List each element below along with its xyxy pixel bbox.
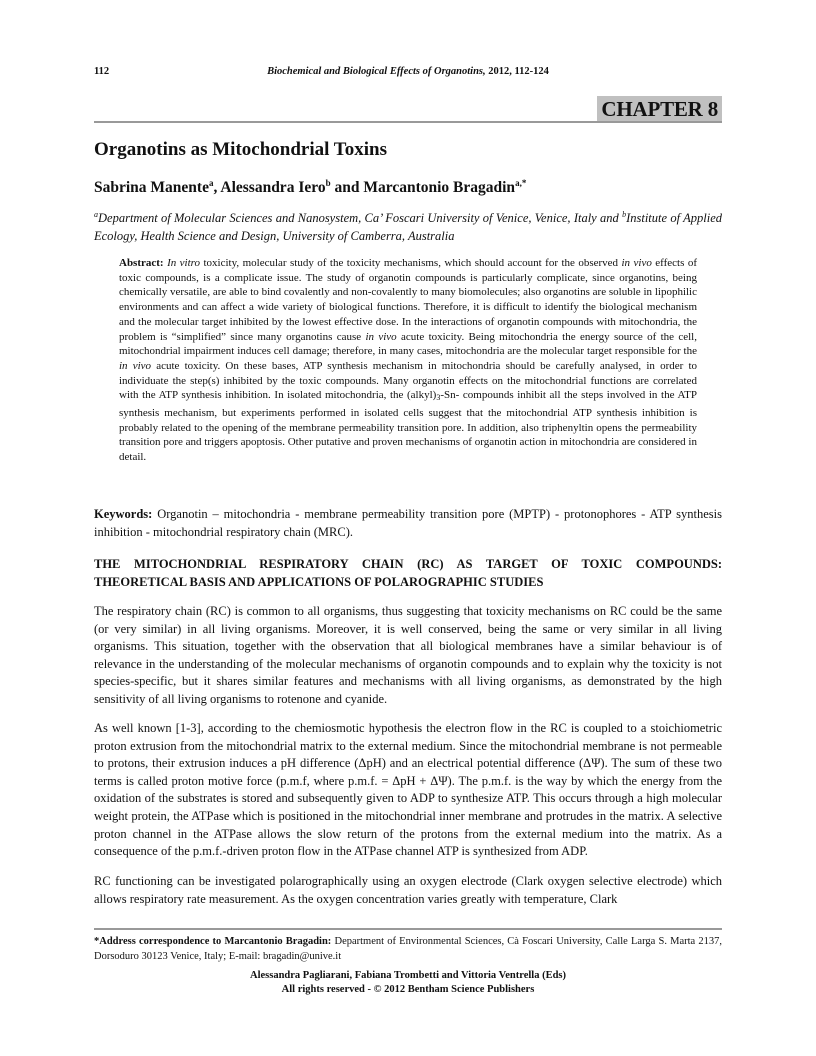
journal-title: Biochemical and Biological Effects of Organotins,: [267, 66, 486, 77]
keywords-text: Organotin – mitochondria - membrane permeability transition pore (MPTP) - protonophores - ATP synthesis inhibition - mitochondrial respiratory chain (MRC).: [94, 507, 722, 539]
copyright-line: All rights reserved - © 2012 Bentham Science Publishers: [281, 984, 535, 995]
author-affiliation-mark: b: [325, 178, 331, 188]
author-name: Alessandra Iero: [220, 179, 326, 196]
footnote-text: Department of Environmental Sciences, Cà Foscari University, Calle Larga S. Marta 2137, Dorsoduro 30123 Venice, Italy; E-mail: bragadin@unive.it: [94, 936, 722, 962]
keywords: [94, 506, 722, 541]
page-number: 112: [94, 66, 110, 77]
publisher-footer: [94, 969, 722, 997]
abstract-text-run: effects of toxic compounds, is a complicate issue. The study of organotin compounds is particularly complicate, since organotins, being chemically versatile, are able to bind covalently and non-covalently to many biomolecules; also organotins are soluble in lipophilic environments and can affect a wide variety of biological functions. Therefore, it is difficult to identify the biological mechanism and the molecular target inhibited by the lowest effective dose. In the interactions of organotin compounds with mitochondria, the problem is “simplified” since many organotins cause: [119, 257, 697, 343]
abstract-label: Abstract:: [119, 257, 164, 269]
affiliation-mark: a: [94, 210, 98, 219]
body-paragraph: RC functioning can be investigated polarographically using an oxygen electrode (Clark oxygen selective electrode) which allows respiratory rate measurement. As the oxygen concentration varies greatly with temperature, Clark: [94, 874, 722, 906]
abstract-text-run: in vivo: [621, 257, 652, 269]
abstract-text-run: acute toxicity. On these bases, ATP synthesis mechanism in mitochondria should be carefully analysed, in order to individuate the step(s) inhibited by the toxic compounds. Many organotin effects on the mitochondrial functions are correlated with the ATP synthesis inhibition. In isolated mitochondria, the (alkyl): [119, 359, 697, 402]
chapter-label: CHAPTER 8: [597, 96, 722, 121]
author-affiliation-mark: a: [208, 178, 214, 188]
abstract-text-run: in vivo: [119, 359, 152, 372]
affiliations: [94, 206, 722, 245]
editors-line: Alessandra Pagliarani, Fabiana Trombetti and Vittoria Ventrella (Eds): [250, 970, 566, 981]
body-paragraph: The respiratory chain (RC) is common to all organisms, thus suggesting that toxicity mechanisms on RC could be the same (or very similar) in all living organisms. Moreover, it is well conserved, being the same or very similar in all living organisms. This situation, together with the observation that all biological membranes have a similar behaviour is of relevance in the understanding of the molecular mechanisms of organotin compounds and to explain why the toxicity is not species-specific, but it shares similar features and mechanisms with all living organisms, as demonstrated by the high sensitivity of all living organisms to rotenone and cyanide.: [94, 604, 722, 706]
article-title: Organotins as Mitochondrial Toxins: [94, 139, 387, 160]
journal-citation: [94, 66, 722, 77]
abstract-text-run: acute toxicity. Being mitochondria the energy source of the cell, mitochondrial impairment induces cell damage; therefore, in many cases, mitochondria are the molecular target responsible for the: [119, 330, 697, 358]
abstract: [119, 256, 697, 465]
footnote-divider: [94, 928, 722, 930]
header-divider: [94, 121, 722, 123]
author-name: Marcantonio Bragadin: [363, 179, 516, 196]
keywords-label: Keywords:: [94, 507, 153, 521]
abstract-text-run: in vivo: [365, 330, 397, 343]
affiliation-text: Department of Molecular Sciences and Nanosystem, Ca’ Foscari University of Venice, Venice, Italy and: [98, 211, 623, 225]
body-paragraph: As well known [1-3], according to the chemiosmotic hypothesis the electron flow in the RC is coupled to a stoichiometric proton extrusion from the mitochondrial matrix to the external medium. Since the mitochondrial membrane is not permeable to protons, their extrusion induces a pH difference (ΔpH) and an electrical potential difference (ΔΨ). The sum of these two terms is called proton motive force (p.m.f, where p.m.f. = ΔpH + ΔΨ). The p.m.f. is the way by which the energy from the oxidation of the substrates is stored and subsequently given to ADP to synthesize ATP. This occurs through a high molecular weight protein, the ATPase which is positioned in the mitochondrial inner membrane and protrudes in the matrix. A selective proton channel in the ATPase allows the slow return of the protons from the external medium into the matrix. As a consequence of the p.m.f.-driven proton flow in the ATPase channel ATP is synthesized from ADP.: [94, 721, 722, 859]
abstract-text-run: In vitro: [167, 257, 201, 269]
affiliation-mark: b: [622, 210, 627, 219]
journal-meta: 2012, 112-124: [485, 66, 549, 77]
abstract-text-run: 3: [436, 393, 441, 403]
author-separator: ,: [213, 179, 221, 196]
abstract-text-run: -Sn- compounds inhibit all the steps involved in the ATP synthesis mechanism, but experiments performed in isolated cells suggest that the mitochondrial ATP synthesis inhibition is probably related to the opening of the membrane permeability transition pore. In addition, also triphenyltin opens the permeability transition pore and triggers apoptosis. Other putative and proven mechanisms of organotin action in mitochondria are considered in detail.: [119, 389, 697, 464]
author-affiliation-mark: a,*: [515, 178, 527, 188]
correspondence-footnote: [94, 935, 722, 964]
affiliation-text: Institute of Applied Ecology, Health Science and Design, University of Camberra, Australia: [94, 211, 723, 243]
abstract-text-run: toxicity, molecular study of the toxicity mechanisms, which should account for the observed: [200, 257, 622, 269]
abstract-body: [119, 257, 697, 463]
footnote-label: *Address correspondence to Marcantonio Bragadin:: [94, 936, 332, 947]
author-name: Sabrina Manente: [94, 179, 209, 196]
section-heading: THE MITOCHONDRIAL RESPIRATORY CHAIN (RC) AS TARGET OF TOXIC COMPOUNDS: THEORETICAL BASIS AND APPLICATIONS OF POLAROGRAPHIC STUDIES: [94, 557, 722, 589]
author-list: [94, 178, 526, 197]
author-separator: and: [330, 179, 364, 196]
